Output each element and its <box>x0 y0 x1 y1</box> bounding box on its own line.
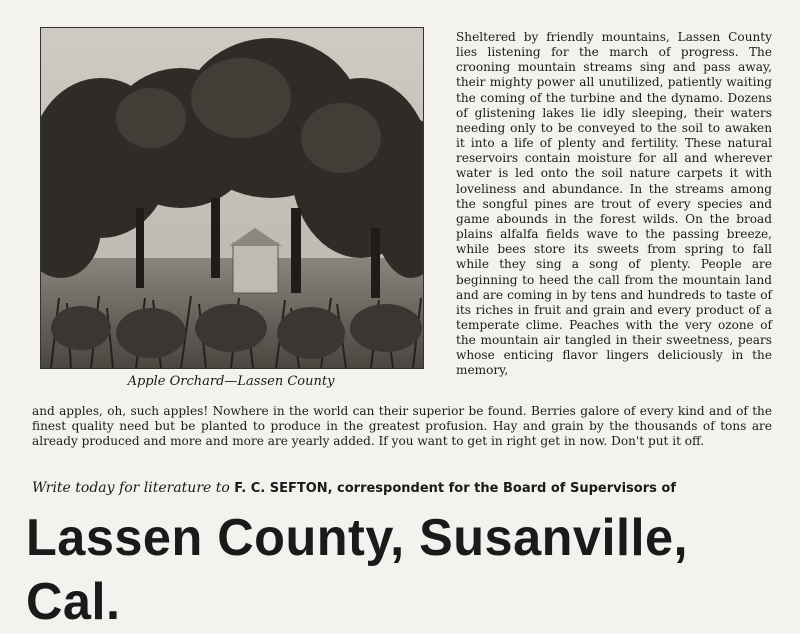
orchard-photo-image <box>41 28 423 368</box>
body-text-right-column: Sheltered by friendly mountains, Lassen County lies listening for the march of progress. The crooning mountain streams sing and pass away, their mighty power all unutilized, patiently waiting the coming of the turbine and the dynamo. Dozens of glistening lakes lie idly sleeping, their waters needing only to be conveyed to the soil to awaken it into a life of plenty and fertility. These natural reservoirs contain moisture for all and wherever water is led onto the soil nature carpets it with loveliness and abundance. In the streams among the songful pines are trout of every species and game abounds in the forest wilds. On the broad plains alfalfa fields wave to the passing breeze, while bees store its sweets from spring to fall while they sing a song of plenty. People are beginning to heed the call from the mountain land and are coming in by tens and hundreds to taste of its riches in fruit and grain and every product of a temperate clime. Peaches with the very ozone of the mountain air tangled in their sweetness, pears whose enticing flavor lingers deliciously in the memory, <box>456 30 772 378</box>
contact-line <box>32 480 792 496</box>
contact-intro: Write today for literature to <box>32 480 230 496</box>
body-text-full-width: and apples, oh, such apples! Nowhere in the world can their superior be found. Berries galore of every kind and of the finest quality need but be planted to produce in the greatest profusion. Hay and grain by the thousands of tons are already produced and more and more are yearly added. If you want to get in right get in now. Don't put it off. <box>32 404 772 449</box>
headline: Lassen County, Susanville, Cal. <box>26 509 688 631</box>
orchard-photo <box>40 27 424 369</box>
photo-caption: Apple Orchard—Lassen County <box>127 374 335 389</box>
contact-name: F. C. SEFTON, <box>234 481 333 496</box>
contact-role: correspondent for the Board of Supervisors of <box>337 481 676 496</box>
